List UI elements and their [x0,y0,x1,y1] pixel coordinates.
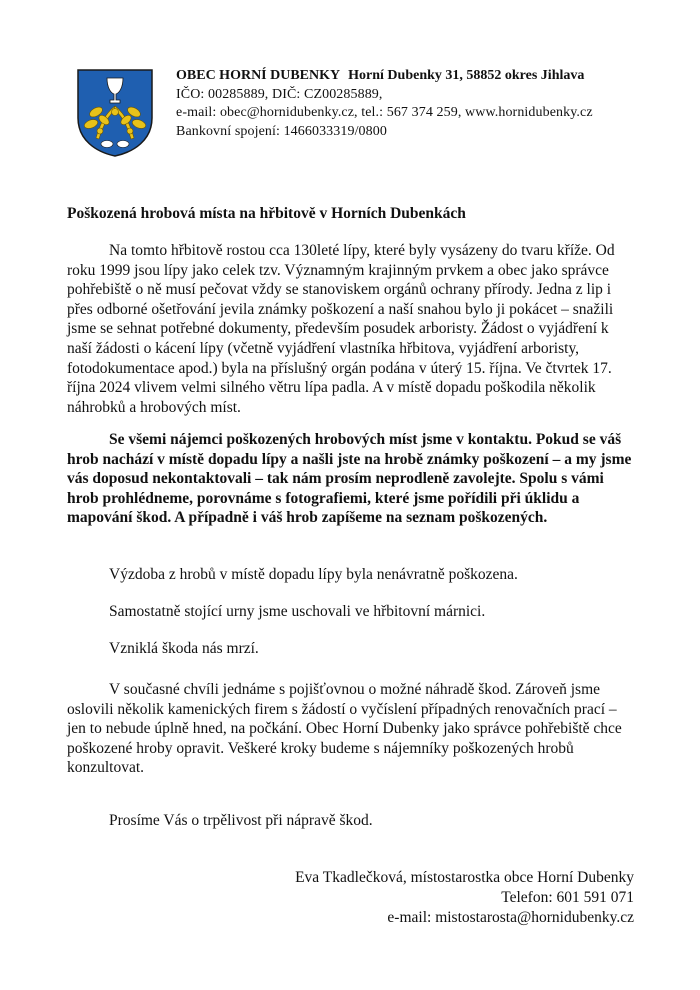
signature-email: e-mail: mistostarosta@hornidubenky.cz [387,909,634,926]
paragraph-2-bold: Se všemi nájemci poškozených hrobových míst jsme v kontaktu. Pokud se váš hrob nachází v místě dopadu lípy a našli jste na hrobě známky poškození – a my jsme vás doposud nekontaktovali – tak nám prosím neprodleně zavolejte. Spolu s vámi hrob prohlédneme, porovnáme s fotografiemi, které jsme pořídili při úklidu a mapování škod. A případně i váš hrob zapíšeme na seznam poškozených. [67,431,632,527]
paragraph-3: V současné chvíli jednáme s pojišťovnou o možné náhradě škod. Zároveň jsme oslovili několik kamenických firem s žádostí o vyčíslení případných renovačních prací – jen to nebude úplně hned, na počkání. Obec Horní Dubenky jako správce pohřebiště chce poškozené hroby opravit. Veškeré kroky budeme s nájemníky poškozených hrobů konzultovat. [67,681,622,777]
line-urns: Samostatně stojící urny jsme uschovali ve hřbitovní márnici. [109,603,486,620]
coat-of-arms-logo [76,68,154,158]
letterhead-title [176,67,676,86]
org-contact: e-mail: obec@hornidubenky.cz, tel.: 567 374 259, www.hornidubenky.cz [176,105,593,120]
signature-name: Eva Tkadlečková, místostarostka obce Horní Dubenky [295,869,634,886]
line-regret: Vzniklá škoda nás mrzí. [109,640,259,657]
document-title: Poškozená hrobová místa na hřbitově v Horních Dubenkách [67,205,466,222]
org-name: OBEC HORNÍ DUBENKY [176,68,341,83]
letterhead [176,67,676,141]
closing-line: Prosíme Vás o trpělivost při nápravě škod. [109,812,373,829]
paragraph-1: Na tomto hřbitově rostou cca 130leté lípy, které byly vysázeny do tvaru kříže. Od roku 1999 jsou lípy jako celek tzv. Významným krajinným prvkem a obec jako správce pohřebiště o ně musí pečovat vždy se stanoviskem orgánů ochrany přírody. Jedna z lip i přes odborné ošetřování jevila známky poškození a naší snahou bylo ji pokácet – snažili jsme se sehnat potřebné dokumenty, především posudek arboristy. Žádost o vyjádření k naší žádosti o kácení lípy (včetně vyjádření vlastníka hřbitova, vyjádření arboristy, fotodokumentace apod.) byla na příslušný orgán podána v úterý 15. října. Ve čtvrtek 17. října 2024 vlivem velmi silného větru lípa padla. A v místě dopadu poškodila několik náhrobků a hrobových míst. [67,242,615,416]
line-decorations: Výzdoba z hrobů v místě dopadu lípy byla nenávratně poškozena. [109,566,518,583]
org-ids: IČO: 00285889, DIČ: CZ00285889, [176,86,383,102]
org-address: Horní Dubenky 31, 58852 okres Jihlava [348,68,585,83]
signature-phone: Telefon: 601 591 071 [501,889,634,906]
signature-block [295,868,634,928]
org-bank: Bankovní spojení: 1466033319/0800 [176,123,387,139]
